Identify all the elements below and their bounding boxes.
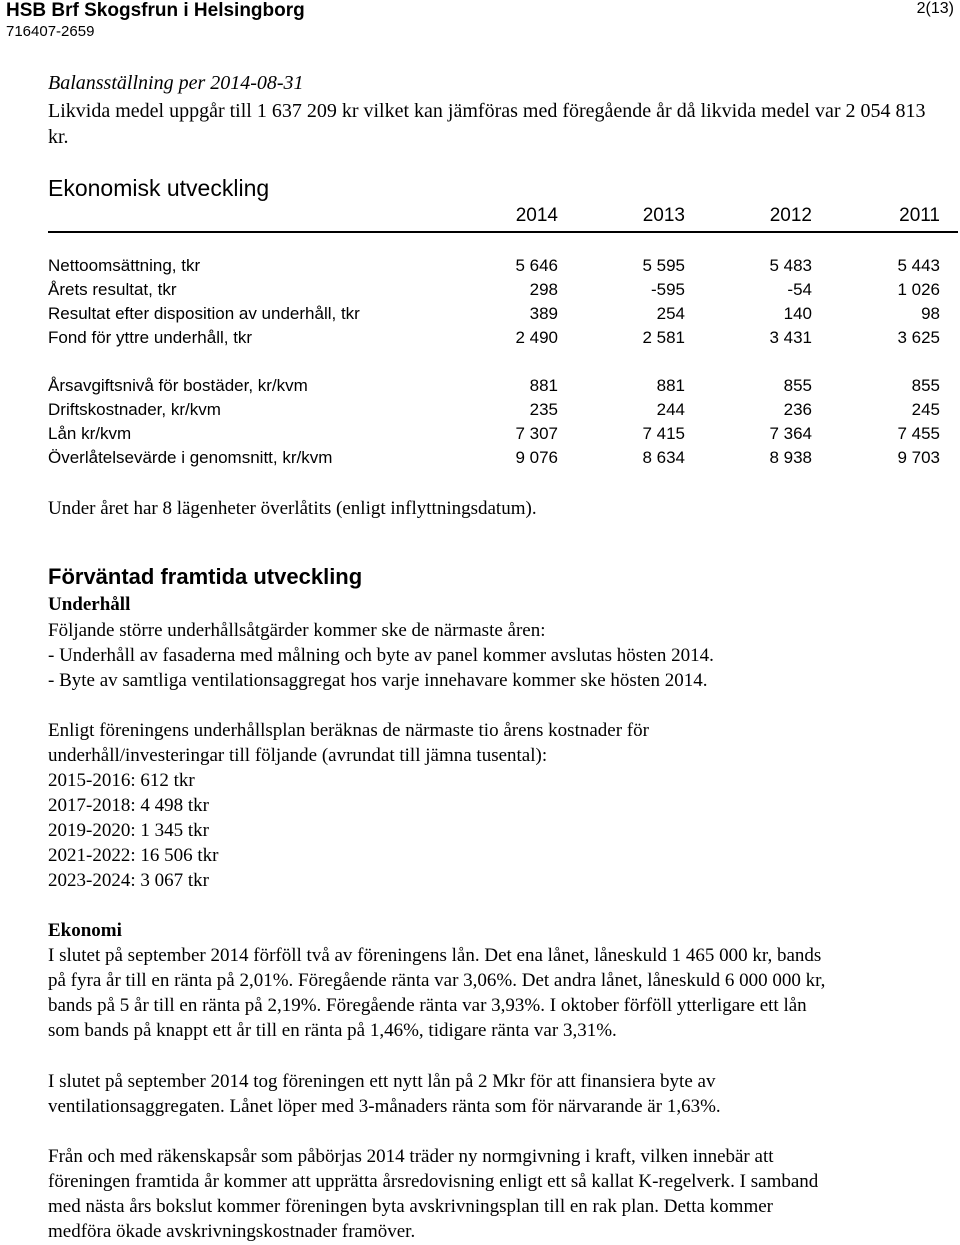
table-cell: 2 581: [642, 328, 685, 347]
table-cell: 7 455: [897, 424, 940, 443]
table-cell: 7 415: [642, 424, 685, 443]
table-cell: 1 026: [897, 280, 940, 299]
k-regulation-line: föreningen framtida år kommer att upprätta årsredovisning enligt ett så kallat K-regelverk. I samband: [48, 1171, 819, 1192]
year-header: 2011: [899, 205, 940, 226]
economy-heading: Ekonomi: [48, 920, 122, 941]
year-header: 2013: [642, 205, 685, 226]
maintenance-line: - Underhåll av fasaderna med målning och byte av panel kommer avslutas hösten 2014.: [48, 645, 714, 666]
maintenance-heading: Underhåll: [48, 594, 131, 615]
row-label-annual-fee: Årsavgiftsnivå för bostäder, kr/kvm: [48, 376, 308, 395]
table-cell: 881: [656, 376, 685, 395]
table-cell: 236: [783, 400, 812, 419]
plan-period: 2015-2016: 612 tkr: [48, 770, 195, 791]
plan-line: Enligt föreningens underhållsplan beräknas de närmaste tio årens kostnader för: [48, 720, 649, 741]
future-development-title: Förväntad framtida utveckling: [48, 564, 363, 589]
table-cell: 140: [783, 304, 812, 323]
maintenance-line: Följande större underhållsåtgärder kommer ske de närmaste åren:: [48, 620, 546, 641]
table-cell: 235: [529, 400, 558, 419]
transfers-note: Under året har 8 lägenheter överlåtits (enligt inflyttningsdatum).: [48, 498, 537, 519]
organization-number: 716407-2659: [6, 23, 95, 40]
economy-line: I slutet på september 2014 förföll två av föreningens lån. Det ena lånet, låneskuld 1 465 000 kr, bands: [48, 945, 822, 966]
table-cell: 3 431: [769, 328, 812, 347]
balance-text: Likvida medel uppgår till 1 637 209 kr vilket kan jämföras med föregående år då likvida medel var 2 054 813 kr.: [48, 100, 926, 148]
row-label-operating-costs: Driftskostnader, kr/kvm: [48, 400, 221, 419]
plan-period: 2019-2020: 1 345 tkr: [48, 820, 209, 841]
year-header: 2012: [769, 205, 812, 226]
maintenance-line: - Byte av samtliga ventilationsaggregat hos varje innehavare kommer ske hösten 2014.: [48, 670, 708, 691]
page-number: 2(13): [916, 0, 954, 17]
table-cell: 5 646: [515, 256, 558, 275]
table-cell: -595: [650, 280, 685, 299]
table-cell: -54: [787, 280, 812, 299]
new-loan-line: ventilationsaggregaten. Lånet löper med 3-månaders ränta som för närvarande är 1,63%.: [48, 1096, 721, 1117]
row-label-annual-result: Årets resultat, tkr: [48, 280, 177, 299]
row-label-net-sales: Nettoomsättning, tkr: [48, 256, 201, 275]
table-cell: 9 703: [897, 448, 940, 467]
k-regulation-line: med nästa års bokslut kommer föreningen byta avskrivningsplan till en rak plan. Detta kommer: [48, 1196, 773, 1217]
table-cell: 298: [529, 280, 558, 299]
table-cell: 8 938: [769, 448, 812, 467]
economy-line: bands på 5 år till en ränta på 2,19%. Föregående ränta var 3,93%. I oktober förföll ytterligare ett lån: [48, 995, 807, 1016]
row-label-transfer-value: Överlåtelsevärde i genomsnitt, kr/kvm: [48, 448, 333, 467]
header-divider: [48, 231, 958, 233]
table-cell: 244: [656, 400, 685, 419]
k-regulation-line: medföra ökade avskrivningskostnader framöver.: [48, 1221, 416, 1242]
table-cell: 855: [783, 376, 812, 395]
new-loan-line: I slutet på september 2014 tog föreningen ett nytt lån på 2 Mkr för att finansiera byte av: [48, 1071, 716, 1092]
plan-period: 2023-2024: 3 067 tkr: [48, 870, 209, 891]
k-regulation-line: Från och med räkenskapsår som påbörjas 2014 träder ny normgivning i kraft, vilken innebär att: [48, 1146, 774, 1167]
economic-development-title: Ekonomisk utveckling: [48, 175, 270, 201]
table-cell: 5 443: [897, 256, 940, 275]
row-label-result-after-maintenance: Resultat efter disposition av underhåll, tkr: [48, 304, 360, 323]
table-cell: 5 595: [642, 256, 685, 275]
table-cell: 245: [911, 400, 940, 419]
plan-period: 2017-2018: 4 498 tkr: [48, 795, 209, 816]
row-label-maintenance-fund: Fond för yttre underhåll, tkr: [48, 328, 253, 347]
balance-title: Balansställning per 2014-08-31: [48, 72, 304, 94]
table-cell: 7 364: [769, 424, 812, 443]
row-label-loans: Lån kr/kvm: [48, 424, 132, 443]
economy-line: på fyra år till en ränta på 2,01%. Föregående ränta var 3,06%. Det andra lånet, låneskuld 6 000 000 kr,: [48, 970, 826, 991]
plan-period: 2021-2022: 16 506 tkr: [48, 845, 219, 866]
table-cell: 254: [656, 304, 685, 323]
table-cell: 9 076: [515, 448, 558, 467]
table-cell: 98: [921, 304, 940, 323]
table-cell: 2 490: [515, 328, 558, 347]
plan-line: underhåll/investeringar till följande (avrundat till jämna tusental):: [48, 745, 548, 766]
table-cell: 5 483: [769, 256, 812, 275]
organization-name: HSB Brf Skogsfrun i Helsingborg: [6, 0, 305, 21]
table-cell: 7 307: [515, 424, 558, 443]
table-cell: 881: [529, 376, 558, 395]
year-header: 2014: [515, 205, 558, 226]
table-cell: 389: [529, 304, 558, 323]
economy-line: som bands på knappt ett år till en ränta på 1,46%, tidigare ränta var 3,31%.: [48, 1020, 617, 1041]
table-cell: 3 625: [897, 328, 940, 347]
table-cell: 855: [911, 376, 940, 395]
table-cell: 8 634: [642, 448, 685, 467]
